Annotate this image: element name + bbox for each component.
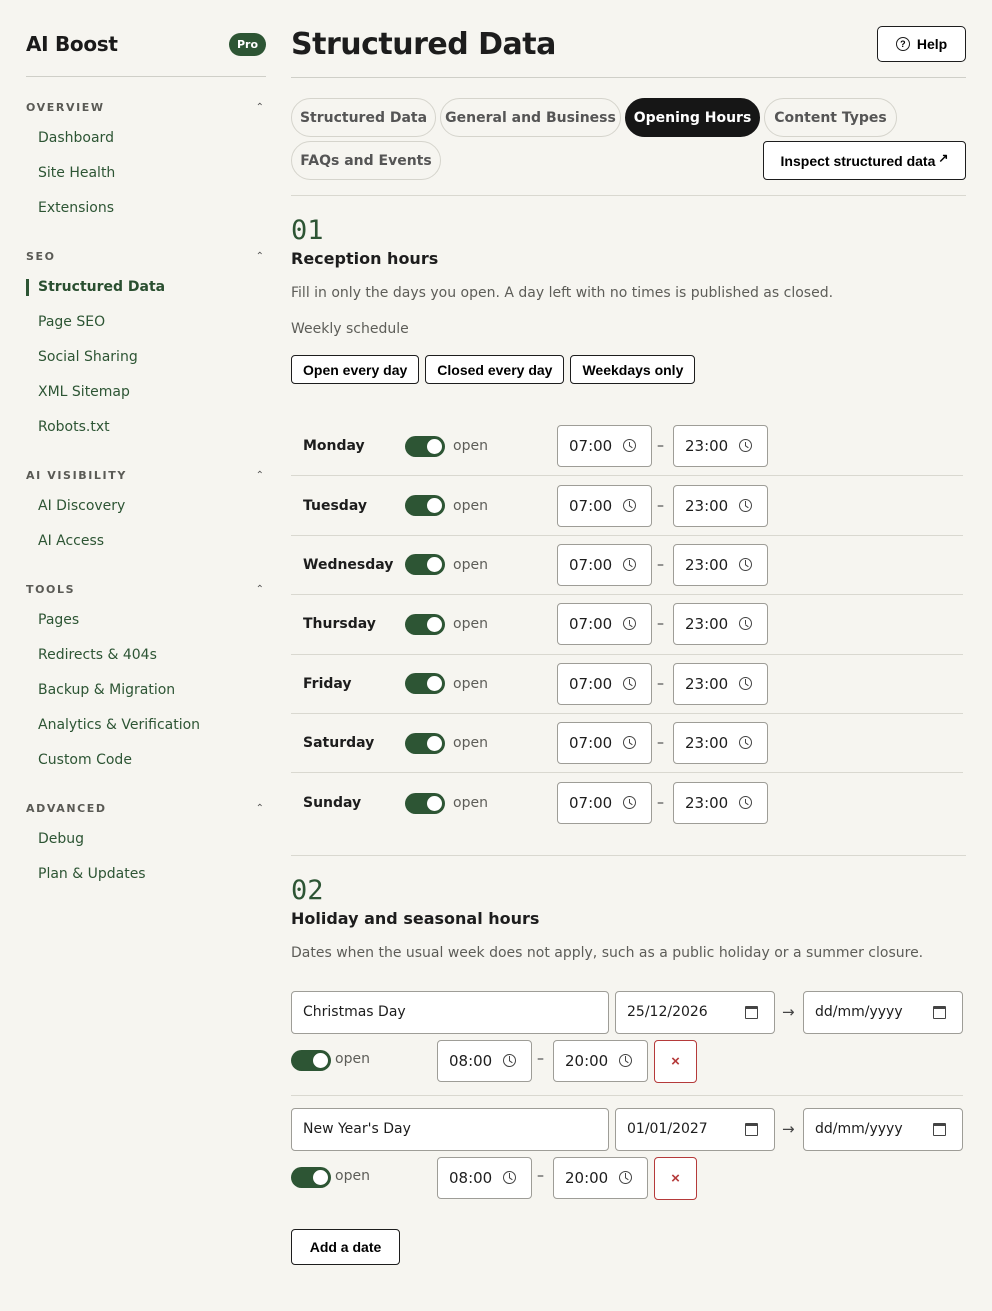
time-value: 23:00 xyxy=(685,674,729,693)
group-label: OVERVIEW xyxy=(26,100,105,114)
sidebar-item-analytics-verification[interactable]: Analytics & Verification xyxy=(38,717,201,733)
time-value: 23:00 xyxy=(685,555,729,574)
inspect-structured-data-button[interactable] xyxy=(763,141,966,180)
time-value: 08:00 xyxy=(449,1051,493,1070)
nav-group-advanced xyxy=(26,800,266,892)
day-row xyxy=(291,536,963,595)
help-circle-icon: ? xyxy=(896,37,910,51)
input-value: Christmas Day xyxy=(303,1004,406,1021)
holiday-name-input[interactable] xyxy=(291,991,609,1034)
time-value: 08:00 xyxy=(449,1168,493,1187)
clock-icon[interactable] xyxy=(619,1054,632,1067)
divider xyxy=(291,855,966,856)
range-dash: – xyxy=(537,1050,544,1067)
section-title: Reception hours xyxy=(291,249,439,268)
open-time-input[interactable] xyxy=(557,722,652,764)
sidebar-item-site-health[interactable]: Site Health xyxy=(38,165,116,181)
tab-opening-hours[interactable]: Opening Hours xyxy=(625,98,760,137)
clock-icon[interactable] xyxy=(623,439,636,452)
arrow-icon: → xyxy=(782,1002,795,1021)
day-row xyxy=(291,655,963,714)
open-every-day-button[interactable]: Open every day xyxy=(291,355,419,384)
clock-icon[interactable] xyxy=(623,558,636,571)
day-row xyxy=(291,476,963,535)
time-value: 23:00 xyxy=(685,496,729,515)
closed-every-day-button[interactable]: Closed every day xyxy=(425,355,564,384)
close-time-input[interactable] xyxy=(553,1157,648,1199)
chevron-up-icon[interactable]: ⌃ xyxy=(255,583,264,595)
clock-icon[interactable] xyxy=(739,617,752,630)
delete-date-button[interactable] xyxy=(654,1040,697,1083)
sidebar-item-page-seo[interactable]: Page SEO xyxy=(38,314,106,330)
close-time-input[interactable] xyxy=(673,425,768,467)
open-time-input[interactable] xyxy=(557,663,652,705)
close-time-input[interactable] xyxy=(673,603,768,645)
reception-hours-section xyxy=(291,216,966,833)
main-content xyxy=(291,26,966,1281)
day-name: Wednesday xyxy=(303,556,394,573)
range-dash: – xyxy=(657,735,664,752)
section-number: 01 xyxy=(291,215,324,246)
delete-date-button[interactable] xyxy=(654,1157,697,1200)
time-value: 23:00 xyxy=(685,437,729,456)
time-value: 20:00 xyxy=(565,1051,609,1070)
status-label: open xyxy=(335,1167,370,1184)
open-toggle[interactable] xyxy=(405,495,445,516)
clock-icon[interactable] xyxy=(503,1171,516,1184)
range-dash: – xyxy=(657,438,664,455)
holiday-hours-section xyxy=(291,876,966,1281)
tab-content-types[interactable]: Content Types xyxy=(764,98,897,137)
open-time-input[interactable] xyxy=(557,782,652,824)
tab-structured-data[interactable]: Structured Data xyxy=(291,98,436,137)
sidebar-item-plan-updates[interactable]: Plan & Updates xyxy=(38,866,146,882)
range-dash: – xyxy=(657,556,664,573)
close-time-input[interactable] xyxy=(673,782,768,824)
day-name: Friday xyxy=(303,675,352,692)
calendar-icon[interactable] xyxy=(933,1123,946,1136)
clock-icon[interactable] xyxy=(503,1054,516,1067)
close-time-input[interactable] xyxy=(673,663,768,705)
section-description: Fill in only the days you open. A day left with no times is published as closed. xyxy=(291,285,834,301)
help-button[interactable] xyxy=(877,26,966,62)
open-toggle[interactable] xyxy=(405,793,445,814)
time-value: 20:00 xyxy=(565,1168,609,1187)
chevron-up-icon[interactable]: ⌃ xyxy=(255,250,264,262)
sidebar-item-ai-discovery[interactable]: AI Discovery xyxy=(38,498,126,514)
day-row xyxy=(291,773,963,832)
status-label: open xyxy=(453,675,488,692)
day-row xyxy=(291,595,963,654)
time-value: 07:00 xyxy=(569,674,613,693)
clock-icon[interactable] xyxy=(739,499,752,512)
clock-icon[interactable] xyxy=(739,736,752,749)
brand-row xyxy=(26,26,266,62)
weekly-schedule xyxy=(291,417,963,833)
close-time-input[interactable] xyxy=(673,485,768,527)
day-row xyxy=(291,714,963,773)
input-value: 01/01/2027 xyxy=(627,1121,708,1138)
help-label: Help xyxy=(916,36,948,52)
page-title: Structured Data xyxy=(291,27,556,62)
day-name: Thursday xyxy=(303,616,376,633)
section-number: 02 xyxy=(291,874,324,906)
day-name: Saturday xyxy=(303,735,375,752)
start-date-input[interactable] xyxy=(615,991,775,1034)
clock-icon[interactable] xyxy=(623,499,636,512)
time-value: 07:00 xyxy=(569,496,613,515)
sidebar-item-robots-txt[interactable]: Robots.txt xyxy=(38,419,110,435)
end-date-input[interactable] xyxy=(803,991,963,1034)
open-toggle[interactable] xyxy=(405,554,445,575)
section-description: Dates when the usual week does not apply, such as a public holiday or a summer closure. xyxy=(291,944,924,961)
sidebar xyxy=(26,26,266,892)
holiday-list xyxy=(291,991,966,1281)
time-value: 23:00 xyxy=(685,615,729,634)
sidebar-item-backup-migration[interactable]: Backup & Migration xyxy=(38,682,176,698)
inspect-label: Inspect structured data xyxy=(780,152,936,169)
chevron-up-icon[interactable]: ⌃ xyxy=(255,802,264,814)
group-head[interactable] xyxy=(26,248,266,264)
close-icon: × xyxy=(671,1052,680,1070)
section-title: Holiday and seasonal hours xyxy=(291,908,540,928)
input-value: 25/12/2026 xyxy=(627,1004,708,1021)
day-name: Monday xyxy=(303,438,365,455)
input-placeholder: dd/mm/yyyy xyxy=(815,1121,903,1138)
sidebar-item-structured-data[interactable]: Structured Data xyxy=(26,270,266,305)
status-label: open xyxy=(453,497,488,514)
nav-group-seo xyxy=(26,248,266,445)
range-dash: – xyxy=(657,616,664,633)
clock-icon[interactable] xyxy=(623,736,636,749)
sidebar-item-extensions[interactable]: Extensions xyxy=(38,200,115,216)
clock-icon[interactable] xyxy=(739,439,752,452)
status-label: open xyxy=(453,795,488,812)
clock-icon[interactable] xyxy=(623,796,636,809)
group-head[interactable] xyxy=(26,581,266,597)
group-head[interactable] xyxy=(26,467,266,483)
group-label: SEO xyxy=(26,249,56,263)
arrow-icon: → xyxy=(782,1119,795,1138)
input-value: New Year's Day xyxy=(303,1121,411,1138)
day-name: Tuesday xyxy=(303,497,367,514)
external-link-icon: ↗ xyxy=(938,151,949,165)
group-label: AI VISIBILITY xyxy=(26,468,127,482)
status-label: open xyxy=(453,438,488,455)
close-time-input[interactable] xyxy=(673,544,768,586)
day-name: Sunday xyxy=(303,795,362,812)
close-icon: × xyxy=(671,1169,680,1187)
range-dash: – xyxy=(657,675,664,692)
calendar-icon[interactable] xyxy=(933,1006,946,1019)
time-value: 07:00 xyxy=(569,555,613,574)
day-row xyxy=(291,417,963,476)
sidebar-item-debug[interactable]: Debug xyxy=(38,831,85,847)
close-time-input[interactable] xyxy=(553,1040,648,1082)
group-label: TOOLS xyxy=(26,582,76,596)
time-value: 23:00 xyxy=(685,734,729,753)
clock-icon[interactable] xyxy=(739,796,752,809)
sidebar-item-dashboard[interactable]: Dashboard xyxy=(38,130,114,146)
close-time-input[interactable] xyxy=(673,722,768,764)
clock-icon[interactable] xyxy=(623,617,636,630)
open-time-input[interactable] xyxy=(557,485,652,527)
time-value: 07:00 xyxy=(569,615,613,634)
status-label: open xyxy=(335,1050,370,1067)
calendar-icon[interactable] xyxy=(745,1123,758,1136)
nav-group-ai-visibility xyxy=(26,467,266,559)
divider xyxy=(291,1095,963,1096)
nav-group-overview xyxy=(26,99,266,226)
app-title: AI Boost xyxy=(26,32,118,56)
clock-icon[interactable] xyxy=(739,558,752,571)
open-time-input[interactable] xyxy=(557,544,652,586)
group-head[interactable] xyxy=(26,99,266,115)
group-label: ADVANCED xyxy=(26,801,107,815)
sidebar-item-social-sharing[interactable]: Social Sharing xyxy=(38,349,138,365)
sidebar-item-redirects[interactable]: Redirects & 404s xyxy=(38,647,157,663)
open-toggle[interactable] xyxy=(291,1167,331,1188)
time-value: 07:00 xyxy=(569,734,613,753)
pro-badge: Pro xyxy=(229,33,266,56)
sidebar-item-pages[interactable]: Pages xyxy=(38,612,80,628)
preset-buttons xyxy=(291,355,966,384)
open-time-input[interactable] xyxy=(437,1040,532,1082)
end-date-input[interactable] xyxy=(803,1108,963,1151)
sidebar-item-xml-sitemap[interactable]: XML Sitemap xyxy=(38,384,130,400)
chevron-up-icon[interactable]: ⌃ xyxy=(255,101,264,113)
calendar-icon[interactable] xyxy=(745,1006,758,1019)
open-toggle[interactable] xyxy=(405,614,445,635)
tab-bar xyxy=(291,78,966,183)
sidebar-item-custom-code[interactable]: Custom Code xyxy=(38,752,132,768)
add-date-button[interactable]: Add a date xyxy=(291,1229,400,1265)
sidebar-item-ai-access[interactable]: AI Access xyxy=(38,533,105,549)
divider xyxy=(291,195,966,196)
range-dash: – xyxy=(657,497,664,514)
clock-icon[interactable] xyxy=(739,677,752,690)
open-toggle[interactable] xyxy=(291,1050,331,1071)
open-toggle[interactable] xyxy=(405,733,445,754)
time-value: 07:00 xyxy=(569,794,613,813)
tab-faqs-events[interactable]: FAQs and Events xyxy=(291,141,441,180)
tab-general-business[interactable]: General and Business xyxy=(440,98,621,137)
divider xyxy=(26,76,266,77)
status-label: open xyxy=(453,616,488,633)
time-value: 07:00 xyxy=(569,437,613,456)
weekly-schedule-label: Weekly schedule xyxy=(291,321,409,337)
input-placeholder: dd/mm/yyyy xyxy=(815,1004,903,1021)
clock-icon[interactable] xyxy=(619,1171,632,1184)
range-dash: – xyxy=(657,795,664,812)
start-date-input[interactable] xyxy=(615,1108,775,1151)
group-head[interactable] xyxy=(26,800,266,816)
nav-group-tools xyxy=(26,581,266,778)
status-label: open xyxy=(453,735,488,752)
open-toggle[interactable] xyxy=(405,673,445,694)
open-time-input[interactable] xyxy=(557,425,652,467)
open-toggle[interactable] xyxy=(405,436,445,457)
status-label: open xyxy=(453,556,488,573)
weekdays-only-button[interactable]: Weekdays only xyxy=(570,355,695,384)
range-dash: – xyxy=(537,1167,544,1184)
holiday-name-input[interactable] xyxy=(291,1108,609,1151)
open-time-input[interactable] xyxy=(437,1157,532,1199)
clock-icon[interactable] xyxy=(623,677,636,690)
open-time-input[interactable] xyxy=(557,603,652,645)
chevron-up-icon[interactable]: ⌃ xyxy=(255,469,264,481)
time-value: 23:00 xyxy=(685,794,729,813)
